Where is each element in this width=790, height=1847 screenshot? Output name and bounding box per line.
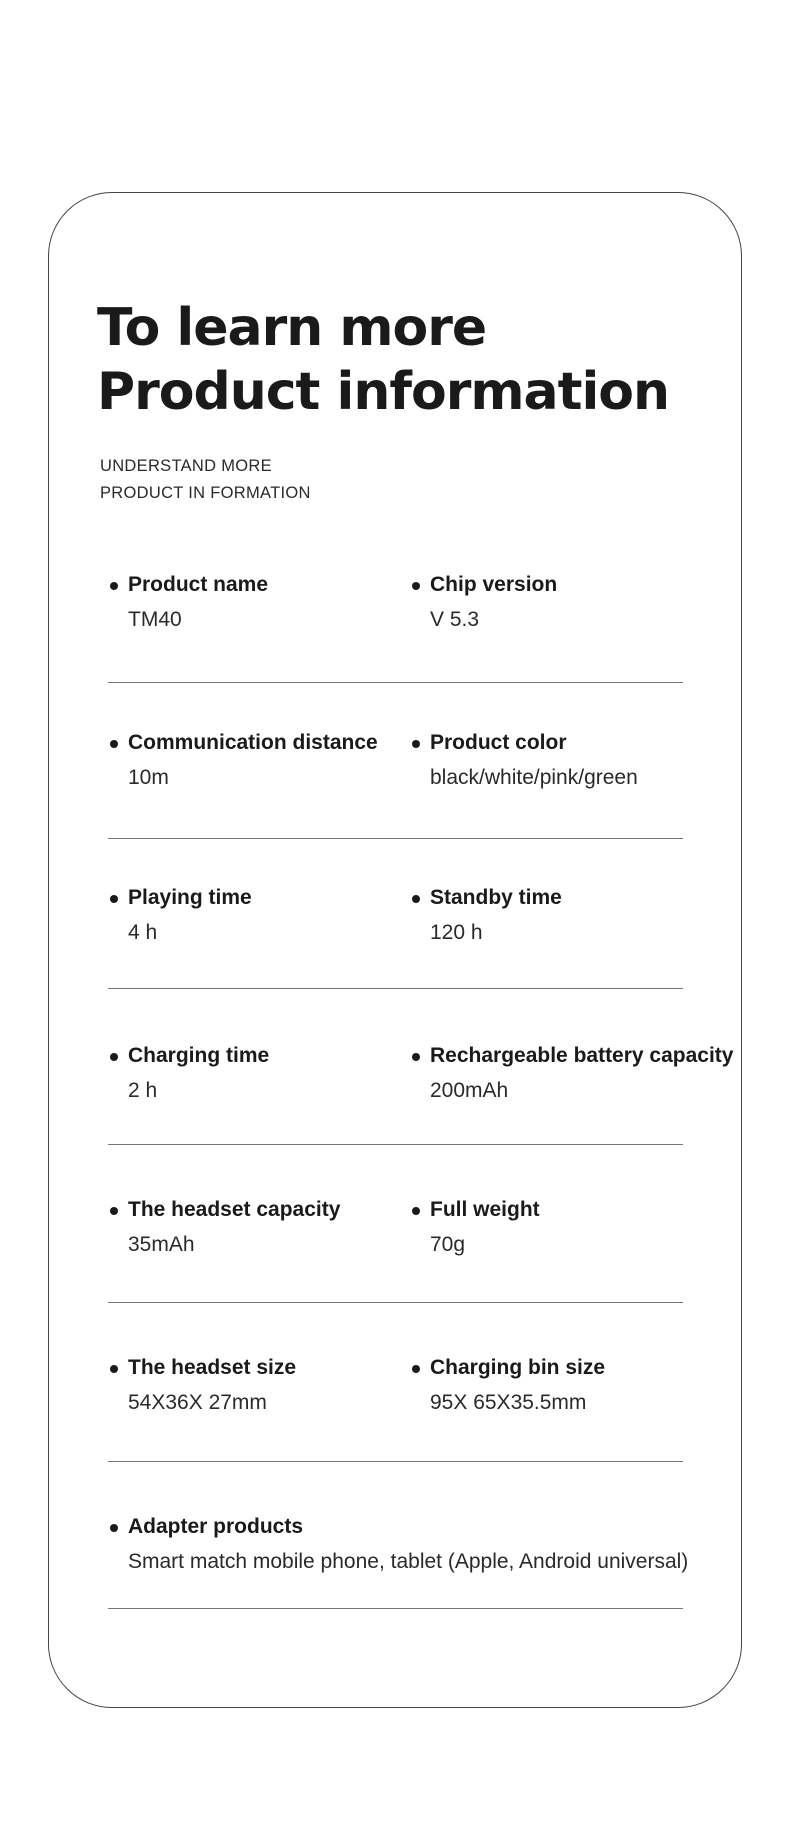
page-title-line-2: Product information	[97, 362, 670, 422]
divider	[108, 838, 683, 839]
spec-label: The headset capacity	[110, 1196, 340, 1224]
spec-value: 35mAh	[128, 1233, 195, 1256]
spec-chip-version	[412, 571, 557, 634]
spec-label: Rechargeable battery capacity	[412, 1042, 733, 1070]
spec-charging-time	[110, 1042, 269, 1105]
spec-headset-size	[110, 1354, 296, 1417]
divider	[108, 682, 683, 683]
spec-battery-capacity	[412, 1042, 733, 1105]
spec-label: Charging bin size	[412, 1354, 605, 1382]
spec-label: Playing time	[110, 884, 252, 912]
spec-value: 95X 65X35.5mm	[430, 1391, 587, 1414]
spec-value: 54X36X 27mm	[128, 1391, 267, 1414]
spec-label: Adapter products	[110, 1513, 688, 1541]
divider	[108, 1461, 683, 1462]
spec-value: 2 h	[128, 1079, 158, 1102]
spec-value: 4 h	[128, 921, 158, 944]
spec-label: Chip version	[412, 571, 557, 599]
spec-charging-bin-size	[412, 1354, 605, 1417]
spec-value: 120 h	[430, 921, 483, 944]
spec-value: 70g	[430, 1233, 466, 1256]
spec-label: Communication distance	[110, 729, 378, 757]
page-subtitle	[100, 453, 311, 507]
divider	[108, 1302, 683, 1303]
spec-headset-capacity	[110, 1196, 340, 1259]
spec-label: Product name	[110, 571, 268, 599]
spec-playing-time	[110, 884, 252, 947]
spec-standby-time	[412, 884, 562, 947]
spec-value: V 5.3	[430, 608, 480, 631]
page-subtitle-line-2: PRODUCT IN FORMATION	[100, 484, 311, 502]
spec-product-name	[110, 571, 268, 634]
spec-value: Smart match mobile phone, tablet (Apple, Android universal)	[128, 1550, 689, 1573]
page-subtitle-line-1: UNDERSTAND MORE	[100, 457, 272, 475]
spec-value: TM40	[128, 608, 182, 631]
divider	[108, 1608, 683, 1609]
spec-product-color	[412, 729, 638, 792]
spec-label: Standby time	[412, 884, 562, 912]
spec-adapter-products	[110, 1513, 688, 1576]
spec-communication-distance	[110, 729, 378, 792]
spec-value: black/white/pink/green	[430, 766, 638, 789]
spec-full-weight	[412, 1196, 540, 1259]
spec-label: The headset size	[110, 1354, 296, 1382]
divider	[108, 988, 683, 989]
spec-value: 10m	[128, 766, 169, 789]
page-title	[97, 296, 669, 424]
spec-label: Product color	[412, 729, 638, 757]
divider	[108, 1144, 683, 1145]
spec-value: 200mAh	[430, 1079, 509, 1102]
spec-label: Charging time	[110, 1042, 269, 1070]
spec-label: Full weight	[412, 1196, 540, 1224]
page-title-line-1: To learn more	[97, 298, 487, 358]
